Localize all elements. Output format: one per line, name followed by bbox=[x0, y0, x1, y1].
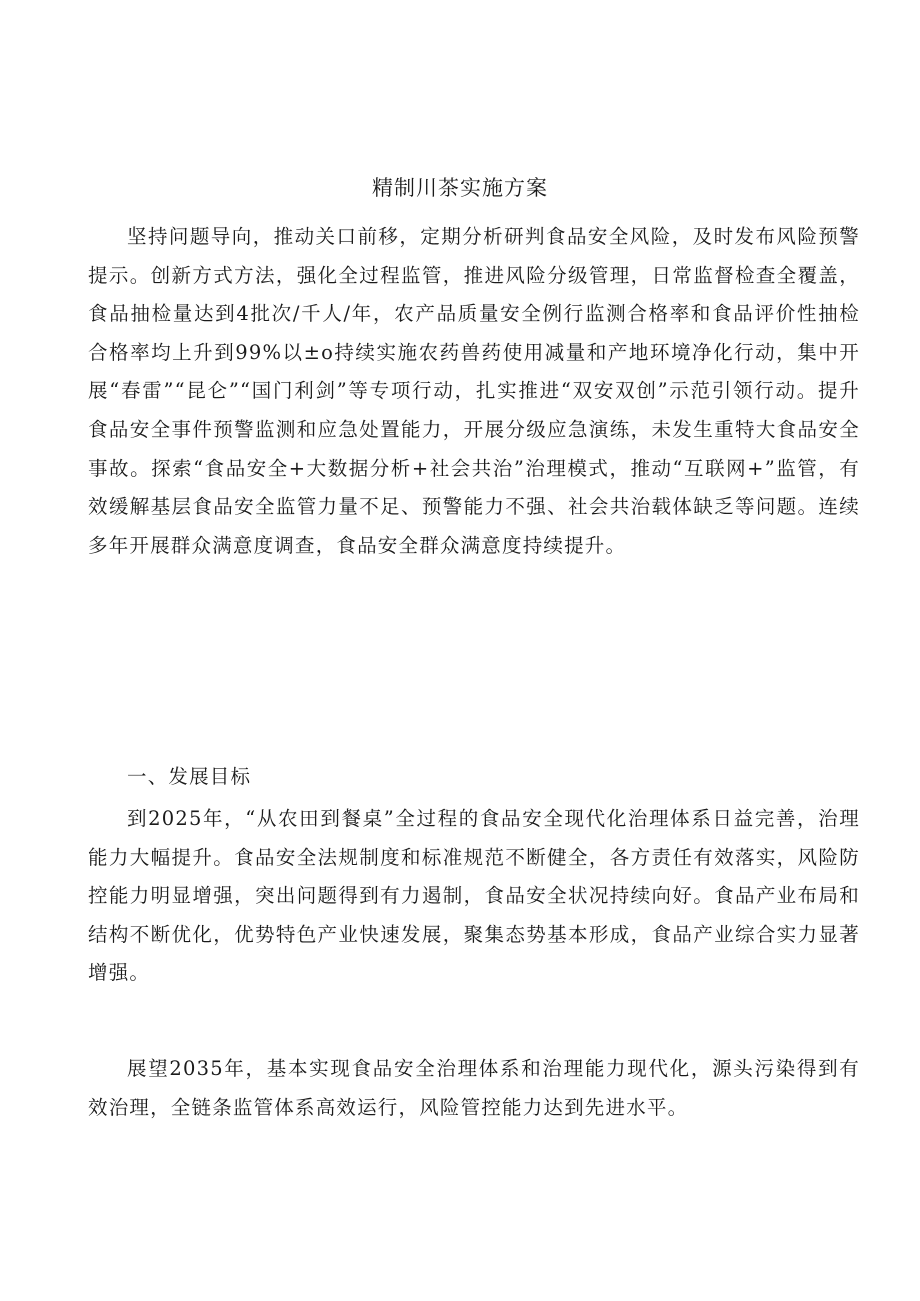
paragraph-risk-management: 坚持问题导向，推动关口前移，定期分析研判食品安全风险，及时发布风险预警提示。创新方式方法，强化全过程监管，推进风险分级管理，日常监督检查全覆盖，食品抽检量达到4批次/千人/年，农产品质量安全例行监测合格率和食品评价性抽检合格率均上升到99%以±o持续实施农药兽药使用减量和产地环境净化行动，集中开展“春雷”“昆仑”“国门利剑”等专项行动，扎实推进“双安双创”示范引领行动。提升食品安全事件预警监测和应急处置能力，开展分级应急演练，未发生重特大食品安全事故。探索“食品安全+大数据分析+社会共治”治理模式，推动“互联网+”监管，有效缓解基层食品安全监管力量不足、预警能力不强、社会共治载体缺乏等问题。连续多年开展群众满意度调查，食品安全群众满意度持续提升。 bbox=[88, 225, 860, 557]
document-title: 精制川茶实施方案 bbox=[372, 176, 548, 200]
paragraph-2035-outlook: 展望2035年，基本实现食品安全治理体系和治理能力现代化，源头污染得到有效治理，全链条监管体系高效运行，风险管控能力达到先进水平。 bbox=[88, 1057, 860, 1119]
section-heading-development-goals: 一、发展目标 bbox=[127, 765, 252, 788]
paragraph-2025-goals: 到2025年，“从农田到餐桌”全过程的食品安全现代化治理体系日益完善，治理能力大幅提升。食品安全法规制度和标准规范不断健全，各方责任有效落实，风险防控能力明显增强，突出问题得到有力遏制，食品安全状况持续向好。食品产业布局和结构不断优化，优势特色产业快速发展，聚集态势基本形成，食品产业综合实力显著增强。 bbox=[88, 807, 860, 985]
